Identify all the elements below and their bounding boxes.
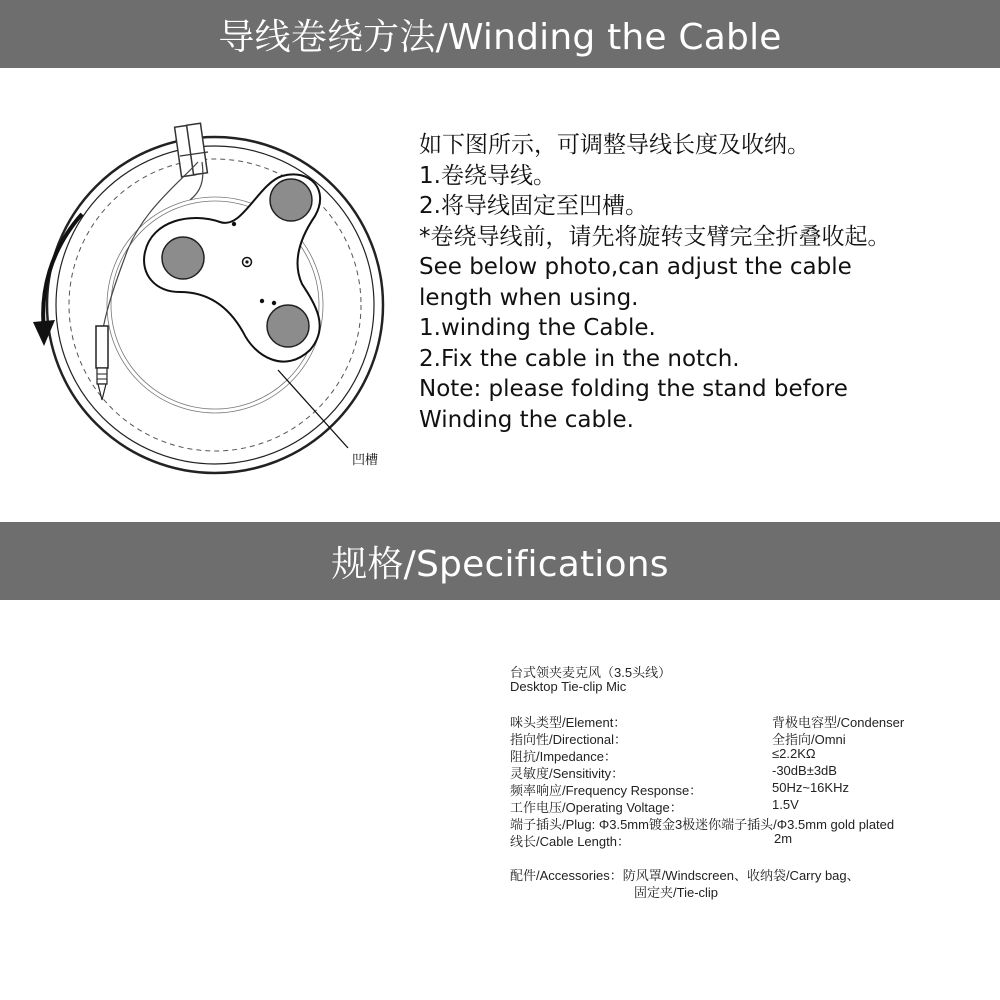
stand-pad-bottom xyxy=(267,305,309,347)
spec-value: 50Hz~16KHz xyxy=(772,780,849,795)
instruction-line: See below photo,can adjust the cable xyxy=(419,254,852,280)
instruction-line: *卷绕导线前，请先将旋转支臂完全折叠收起。 xyxy=(419,223,891,250)
spec-label: 工作电压/Operating Voltage： xyxy=(510,800,683,815)
spec-value: 背极电容型/Condenser xyxy=(772,715,905,730)
spec-value: 全指向/Omni xyxy=(772,732,846,747)
notch-pointer-line xyxy=(278,370,348,448)
instruction-line: length when using. xyxy=(419,284,639,311)
spec-cable-value: 2m xyxy=(774,831,793,846)
instruction-line: 2.将导线固定至凹槽。 xyxy=(419,193,648,219)
spec-value: ≤2.2KΩ xyxy=(772,746,816,761)
spec-label: 阻抗/Impedance： xyxy=(510,749,617,764)
spec-label: 灵敏度/Sensitivity： xyxy=(510,766,625,781)
spec-accessories: 配件/Accessories：防风罩/Windscreen、收纳袋/Carry bag、 xyxy=(510,868,860,883)
reel-inner-ring xyxy=(56,146,374,464)
instruction-line: 1.winding the Cable. xyxy=(419,315,656,341)
spec-value: -30dB±3dB xyxy=(772,763,837,778)
spec-label: 咪头类型/Element： xyxy=(510,715,627,730)
spec-cable-label: 线长/Cable Length： xyxy=(510,834,630,849)
winding-direction-arrow xyxy=(43,214,82,330)
product-name-cn: 台式领夹麦克风（3.5头线） xyxy=(510,665,672,680)
spec-accessories-cont: 固定夹/Tie-clip xyxy=(634,885,719,900)
stand-pad-top xyxy=(270,179,312,221)
notch-label: 凹槽 xyxy=(352,453,379,468)
reel-outer-ring xyxy=(47,137,383,473)
spec-section-title: 规格/Specifications xyxy=(331,543,669,585)
instruction-line: 2.Fix the cable in the notch. xyxy=(419,345,740,372)
product-name-en: Desktop Tie-clip Mic xyxy=(510,679,627,694)
instruction-line: Winding the cable. xyxy=(419,406,634,433)
spec-section-header xyxy=(0,522,1000,600)
spec-plug: 端子插头/Plug: Φ3.5mm镀金3极迷你端子插头/Φ3.5mm gold plated xyxy=(510,817,895,832)
spec-value: 1.5V xyxy=(772,797,799,812)
spec-label: 指向性/Directional： xyxy=(510,732,628,747)
winding-section-header xyxy=(0,0,1000,68)
instruction-line: 如下图所示，可调整导线长度及收纳。 xyxy=(419,132,810,158)
instruction-line: 1.卷绕导线。 xyxy=(419,162,556,189)
winding-instructions xyxy=(419,130,979,435)
winding-section-title: 导线卷绕方法/Winding the Cable xyxy=(218,16,782,58)
spec-label: 频率响应/Frequency Response： xyxy=(510,783,703,798)
instruction-line: Note: please folding the stand before xyxy=(419,376,848,402)
cable-reel-diagram xyxy=(30,112,400,482)
audio-plug-icon xyxy=(96,326,108,400)
stand-pad-left xyxy=(162,237,204,279)
